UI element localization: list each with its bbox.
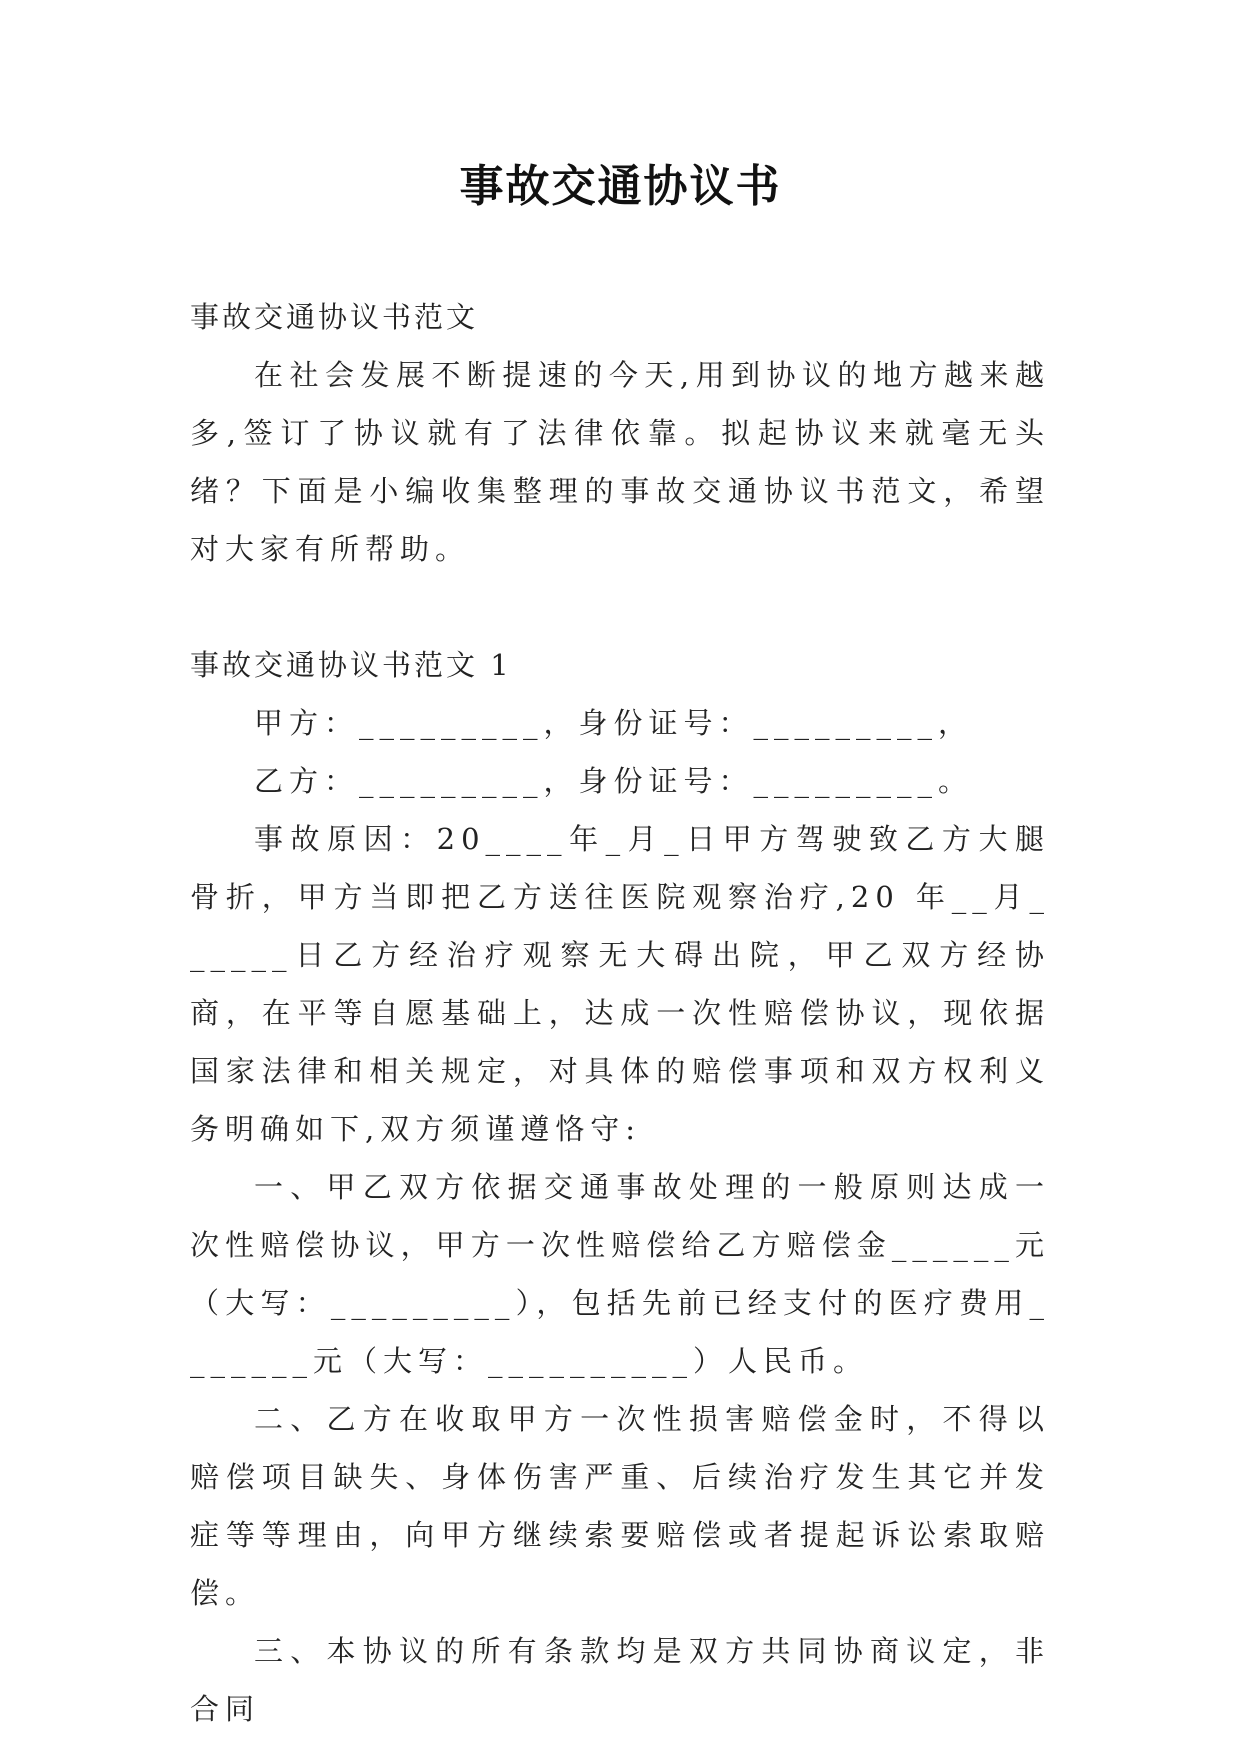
accident-cause-paragraph: 事故原因：20____年_月_日甲方驾驶致乙方大腿骨折，甲方当即把乙方送往医院观察治疗,20 年__月______日乙方经治疗观察无大碍出院，甲乙双方经协商，在平等自愿基础上，达成一次性赔偿协议，现依据国家法律和相关规定，对具体的赔偿事项和双方权利义务明确如下,双方须谨遵恪守: xyxy=(190,822,1050,1146)
clause-two: 二、乙方在收取甲方一次性损害赔偿金时，不得以赔偿项目缺失、身体伤害严重、后续治疗发生其它并发症等等理由，向甲方继续索要赔偿或者提起诉讼索取赔偿。 xyxy=(190,1402,1050,1610)
intro-paragraph: 在社会发展不断提速的今天,用到协议的地方越来越多,签订了协议就有了法律依靠。拟起协议来就毫无头绪？下面是小编收集整理的事故交通协议书范文，希望对大家有所帮助。 xyxy=(190,358,1050,566)
sample-heading: 事故交通协议书范文 1 xyxy=(190,648,512,682)
party-b-line: 乙方：_________，身份证号：_________。 xyxy=(254,764,974,798)
clause-one: 一、甲乙双方依据交通事故处理的一般原则达成一次性赔偿协议，甲方一次性赔偿给乙方赔偿金______元（大写：_________），包括先前已经支付的医疗费用_______元（大写：__________）人民币。 xyxy=(190,1170,1050,1378)
document-body xyxy=(190,288,1050,1738)
party-a-line: 甲方：_________，身份证号：_________， xyxy=(254,706,974,740)
clause-three: 三、本协议的所有条款均是双方共同协商议定，非合同 xyxy=(190,1634,1050,1726)
document-title: 事故交通协议书 xyxy=(459,161,782,212)
section-spacer xyxy=(190,578,1050,636)
intro-heading: 事故交通协议书范文 xyxy=(190,300,479,334)
